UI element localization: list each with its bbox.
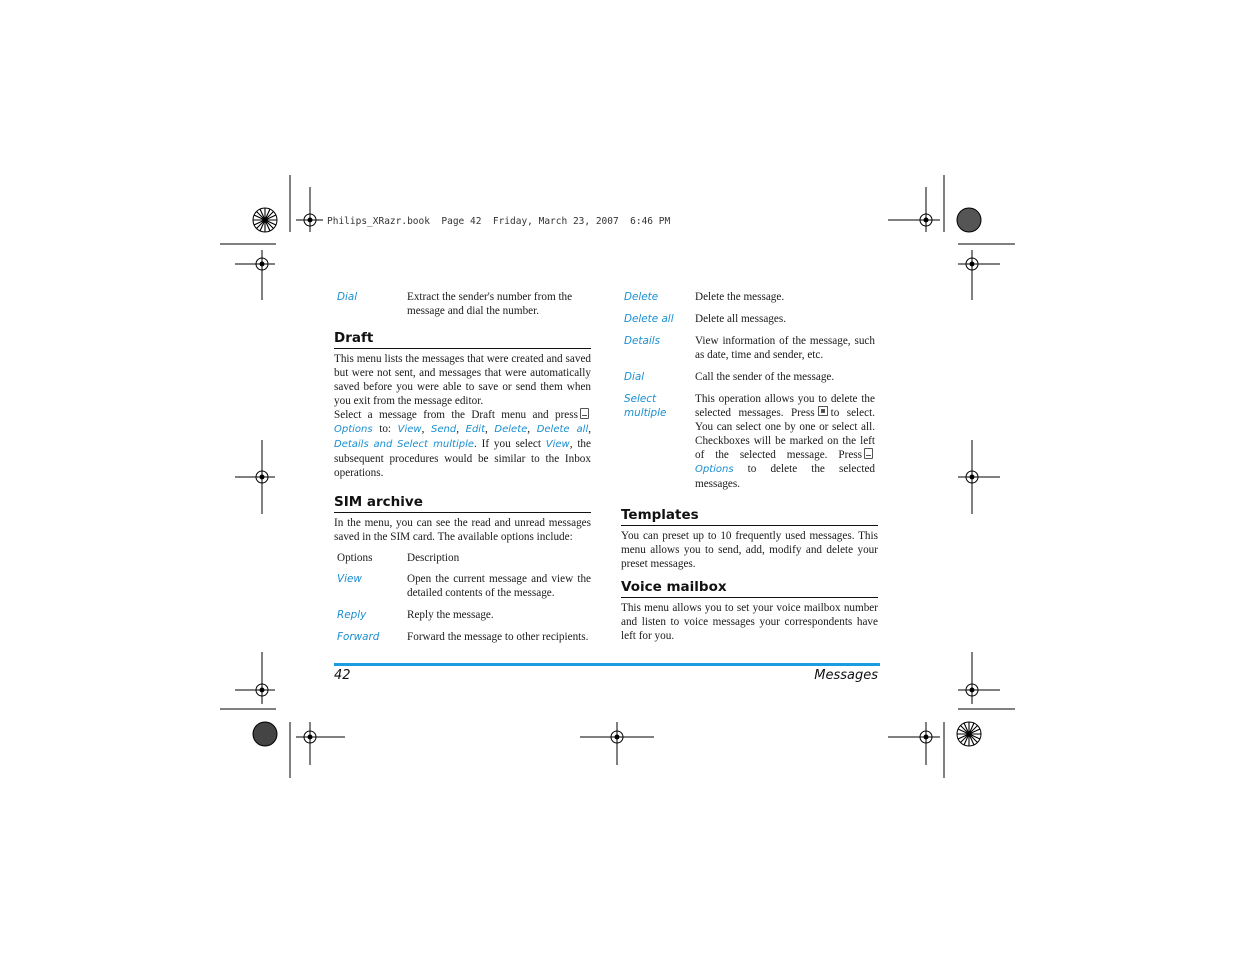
table-row: [621, 290, 878, 304]
draft-to: to:: [372, 423, 398, 435]
templates-paragraph: You can preset up to 10 frequently used messages. This menu allows you to send, add, modify and delete your preset messages.: [621, 530, 878, 570]
kw-view-2: View: [545, 439, 570, 450]
term-forward: Forward: [337, 631, 380, 643]
details-description: View information of the message, such as date, time and sender, etc.: [695, 335, 875, 361]
registration-mark-bottom-center: [580, 722, 654, 765]
header-options: Options: [337, 552, 373, 564]
kw-edit: Edit: [465, 424, 485, 435]
header-description: Description: [407, 552, 460, 564]
table-row: [621, 312, 878, 326]
left-column: [334, 290, 591, 644]
registration-mark-bottom-right: [888, 722, 940, 765]
gray-disk-top-right: [957, 208, 981, 232]
ok-key-icon: [818, 406, 828, 416]
registration-mark-top-right: [888, 187, 940, 232]
file-stamp: Philips_XRazr.book Page 42 Friday, March 23, 2007 6:46 PM: [327, 216, 671, 227]
kw-send: Send: [431, 424, 457, 435]
dial-description: Extract the sender's number from the message and dial the number.: [407, 291, 573, 317]
term-select-line1: Select: [624, 393, 657, 405]
section-name: Messages: [814, 668, 878, 683]
templates-heading: Templates: [621, 507, 878, 526]
view-description: Open the current message and view the detailed contents of the message.: [407, 573, 591, 599]
table-row: [334, 572, 591, 600]
select-desc-b: to select. You can select one by one or select all. Checkboxes will be marked on the left of the selected message. Press: [695, 407, 876, 461]
star-target-bottom-left: [253, 722, 277, 746]
registration-mark-right-lower: [958, 652, 1000, 704]
kw-delete-all: Delete all: [536, 424, 589, 435]
left-softkey-icon: [864, 448, 873, 459]
table-header: [334, 552, 591, 564]
kw-details: Details: [334, 439, 369, 450]
select-multiple-description: [695, 392, 878, 491]
kw-options: Options: [334, 424, 373, 435]
right-column: [621, 290, 878, 643]
term-view: View: [337, 573, 362, 585]
select-desc-c: to delete the selected messages.: [695, 463, 875, 490]
term-dial: Dial: [337, 291, 358, 303]
table-row: [334, 608, 591, 622]
term-reply: Reply: [337, 609, 367, 621]
term-delete-all: Delete all: [624, 313, 674, 325]
dial-row: [334, 290, 591, 318]
term-details: Details: [624, 335, 661, 347]
star-target-bottom-right: [957, 722, 981, 746]
registration-mark-top-left: [296, 187, 323, 232]
left-softkey-icon: [580, 408, 589, 419]
draft-if-select: . If you select: [474, 438, 541, 450]
delete-all-description: Delete all messages.: [695, 313, 787, 325]
sim-archive-heading: SIM archive: [334, 494, 591, 513]
registration-mark-right-mid: [958, 440, 1000, 514]
draft-select-text: Select a message from the Draft menu and press: [334, 409, 578, 421]
page-number: 42: [334, 668, 351, 683]
table-row: [334, 630, 591, 644]
registration-mark-left-lower: [235, 652, 275, 704]
forward-description: Forward the message to other recipients.: [407, 631, 589, 643]
draft-end-text: , the subsequent procedures would be similar to the Inbox operations.: [334, 438, 591, 479]
sim-archive-paragraph: In the menu, you can see the read and unread messages saved in the SIM card. The available options include:: [334, 517, 591, 543]
term-dial: Dial: [624, 371, 645, 383]
term-delete: Delete: [624, 291, 659, 303]
reply-description: Reply the message.: [407, 609, 494, 621]
kw-delete: Delete: [494, 424, 528, 435]
star-target-top-left: [253, 208, 277, 232]
registration-mark-bottom-left: [296, 722, 345, 765]
delete-description: Delete the message.: [695, 291, 785, 303]
kw-options-right: Options: [695, 464, 734, 475]
term-select-multiple: [621, 392, 695, 491]
draft-select-paragraph: Select a message from the Draft menu and press Options to: View, Send, Edit, Delete, Delete all, Details and Select multiple. If you select View, the subsequent procedures would be similar to the Inbox operations.: [334, 409, 592, 479]
registration-mark-left-mid: [235, 440, 275, 514]
registration-mark-left-upper: [235, 250, 275, 300]
options-table: [334, 552, 591, 644]
voice-mailbox-heading: Voice mailbox: [621, 579, 878, 598]
voice-mailbox-paragraph: This menu allows you to set your voice mailbox number and listen to voice messages your correspondents have left for you.: [621, 602, 878, 642]
term-select-line2: multiple: [624, 407, 667, 419]
table-row: [621, 334, 878, 362]
footer-rule: [334, 663, 880, 666]
kw-and: and: [373, 439, 393, 450]
kw-select-multiple: Select multiple: [397, 439, 475, 450]
registration-mark-right-upper: [958, 250, 1000, 300]
table-row: [621, 370, 878, 384]
table-row: [621, 392, 878, 491]
dial-description-right: Call the sender of the message.: [695, 371, 835, 383]
kw-view: View: [397, 424, 422, 435]
draft-heading: Draft: [334, 330, 591, 349]
draft-paragraph: This menu lists the messages that were created and saved but were not sent, and messages that were automatically saved before you were able to save or send them when you exit from the message editor.: [334, 353, 591, 407]
select-desc-a: This operation allows you to delete the selected messages. Press: [695, 393, 875, 419]
